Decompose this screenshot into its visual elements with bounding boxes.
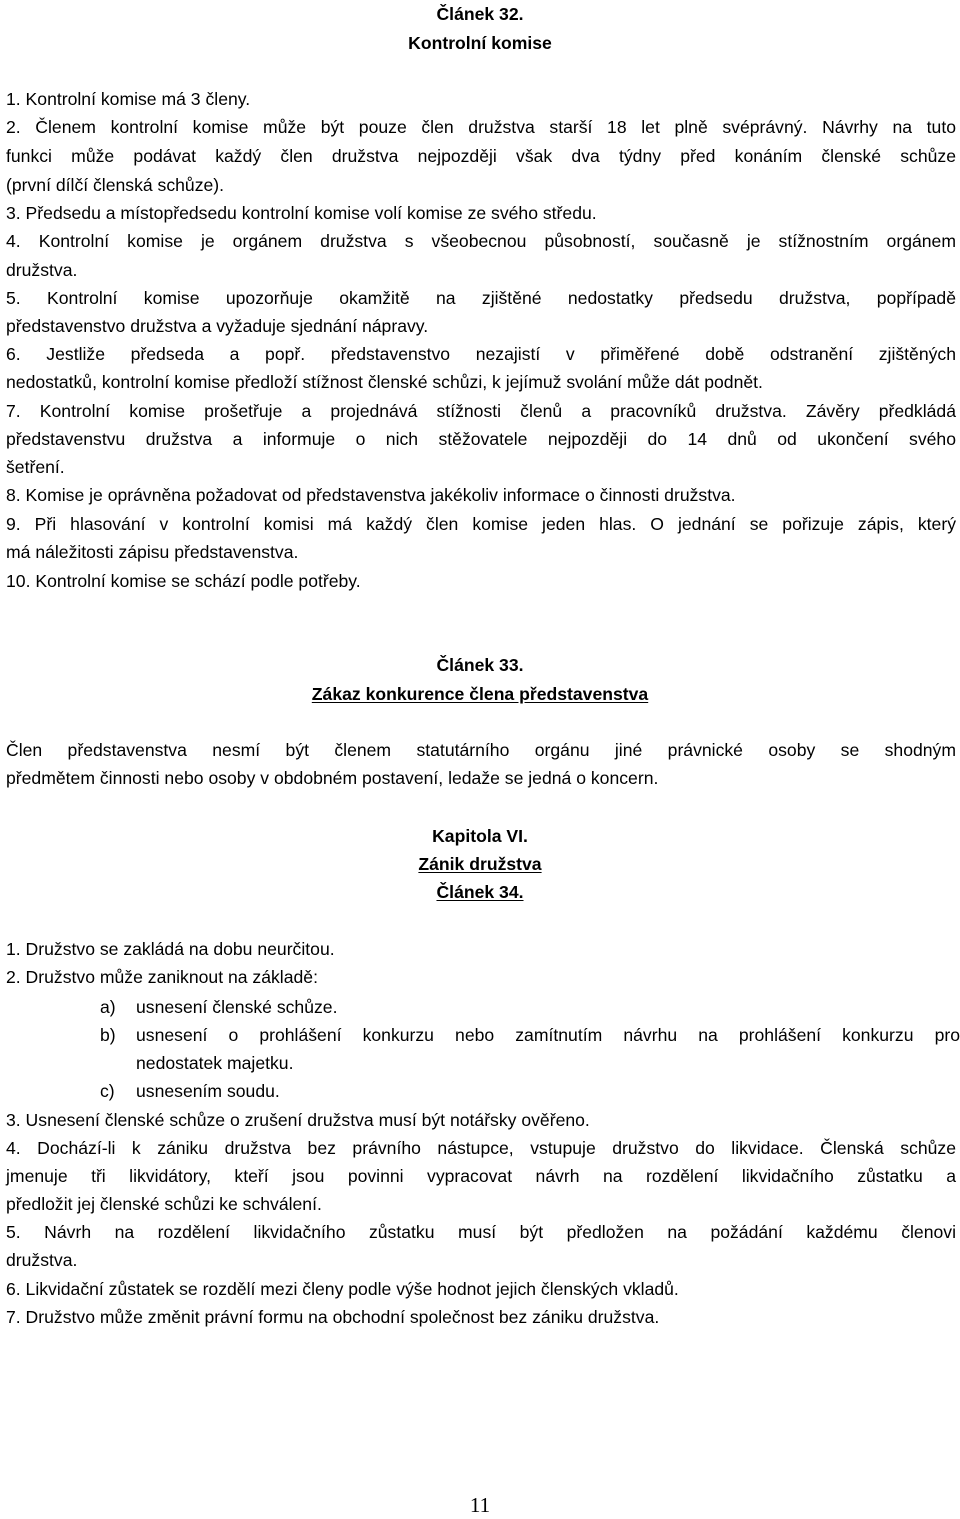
paragraph-line: 1. Kontrolní komise má 3 členy. — [6, 89, 251, 109]
paragraph-line: předmětem činnosti nebo osoby v obdobném postavení, ledaže se jedná o koncern. — [6, 768, 659, 788]
page-number: 11 — [469, 1493, 491, 1517]
paragraph-line: 7. Družstvo může změnit právní formu na obchodní společnost bez zániku družstva. — [6, 1307, 660, 1327]
paragraph-line: 7. Kontrolní komise prošetřuje a projednává stížnosti členů a pracovníků družstva. Závěry předkládá — [6, 401, 956, 421]
paragraph-line: 6. Jestliže předseda a popř. představenstvo nezajistí v přiměřené době odstranění zjištěných — [6, 344, 956, 364]
paragraph-line: 4. Kontrolní komise je orgánem družstva s všeobecnou působností, současně je stížnostním orgánem — [6, 231, 956, 251]
paragraph-line: Člen představenstva nesmí být členem statutárního orgánu jiné právnické osoby se shodným — [6, 740, 956, 760]
paragraph-line: představenstvu družstva a informuje o nich stěžovatele nejpozději do 14 dnů od ukončení svého — [6, 429, 956, 449]
paragraph-line: družstva. — [6, 1250, 78, 1270]
paragraph-line: 4. Dochází-li k zániku družstva bez právního nástupce, vstupuje družstvo do likvidace. Členská schůze — [6, 1138, 956, 1158]
paragraph-line: 3. Předsedu a místopředsedu kontrolní komise volí komise ze svého středu. — [6, 203, 597, 223]
paragraph-line: předložit jej členské schůzi ke schválení. — [6, 1194, 322, 1214]
paragraph-line: 2. Členem kontrolní komise může být pouze člen družstva starší 18 let plně svéprávný. Návrhy na tuto — [6, 117, 956, 137]
paragraph-line: družstva. — [6, 260, 78, 280]
paragraph-line: nedostatků, kontrolní komise předloží stížnost členské schůzi, k jejímuž svolání může dát podnět. — [6, 372, 763, 392]
paragraph-line: (první dílčí členská schůze). — [6, 175, 225, 195]
sublist-label: a) — [100, 997, 116, 1017]
sublist-text: usnesením soudu. — [136, 1081, 280, 1101]
paragraph-line: představenstvo družstva a vyžaduje sjednání nápravy. — [6, 316, 429, 336]
chapter-6-title: Kapitola VI. — [432, 826, 528, 846]
chapter-6-subtitle: Zánik družstva — [418, 854, 542, 874]
paragraph-line: funkci může podávat každý člen družstva nejpozději však dva týdny před konáním členské schůze — [6, 146, 956, 166]
paragraph-line: 5. Kontrolní komise upozorňuje okamžitě na zjištěné nedostatky předsedu družstva, popřípadě — [6, 288, 956, 308]
article-32-subtitle: Kontrolní komise — [408, 33, 552, 53]
list-item: 2. Družstvo může zaniknout na základě: — [6, 967, 318, 987]
sublist-text: usnesení o prohlášení konkurzu nebo zamítnutím návrhu na prohlášení konkurzu pro — [136, 1025, 960, 1045]
article-32-title: Článek 32. — [436, 4, 524, 24]
article-33-title: Článek 33. — [436, 655, 524, 675]
sublist-label: c) — [100, 1081, 115, 1101]
sublist-text: usnesení členské schůze. — [136, 997, 338, 1017]
paragraph-line: 10. Kontrolní komise se schází podle potřeby. — [6, 571, 361, 591]
paragraph-line: 8. Komise je oprávněna požadovat od představenstva jakékoliv informace o činnosti družstva. — [6, 485, 736, 505]
paragraph-line: jmenuje tři likvidátory, kteří jsou povinni vypracovat návrh na rozdělení likvidačního zůstatku a — [6, 1166, 956, 1186]
paragraph-line: má náležitosti zápisu představenstva. — [6, 542, 299, 562]
sublist-text: nedostatek majetku. — [136, 1053, 294, 1073]
sublist-label: b) — [100, 1025, 116, 1045]
list-item: 1. Družstvo se zakládá na dobu neurčitou. — [6, 939, 335, 959]
paragraph-line: 5. Návrh na rozdělení likvidačního zůstatku musí být předložen na požádání každému členovi — [6, 1222, 956, 1242]
article-33-subtitle: Zákaz konkurence člena představenstva — [311, 684, 649, 704]
article-34-title: Článek 34. — [436, 882, 524, 902]
paragraph-line: 9. Při hlasování v kontrolní komisi má každý člen komise jeden hlas. O jednání se pořizuje zápis, který — [6, 514, 956, 534]
paragraph-line: 3. Usnesení členské schůze o zrušení družstva musí být notářsky ověřeno. — [6, 1110, 590, 1130]
paragraph-line: 6. Likvidační zůstatek se rozdělí mezi členy podle výše hodnot jejich členských vkladů. — [6, 1279, 679, 1299]
paragraph-line: šetření. — [6, 457, 65, 477]
